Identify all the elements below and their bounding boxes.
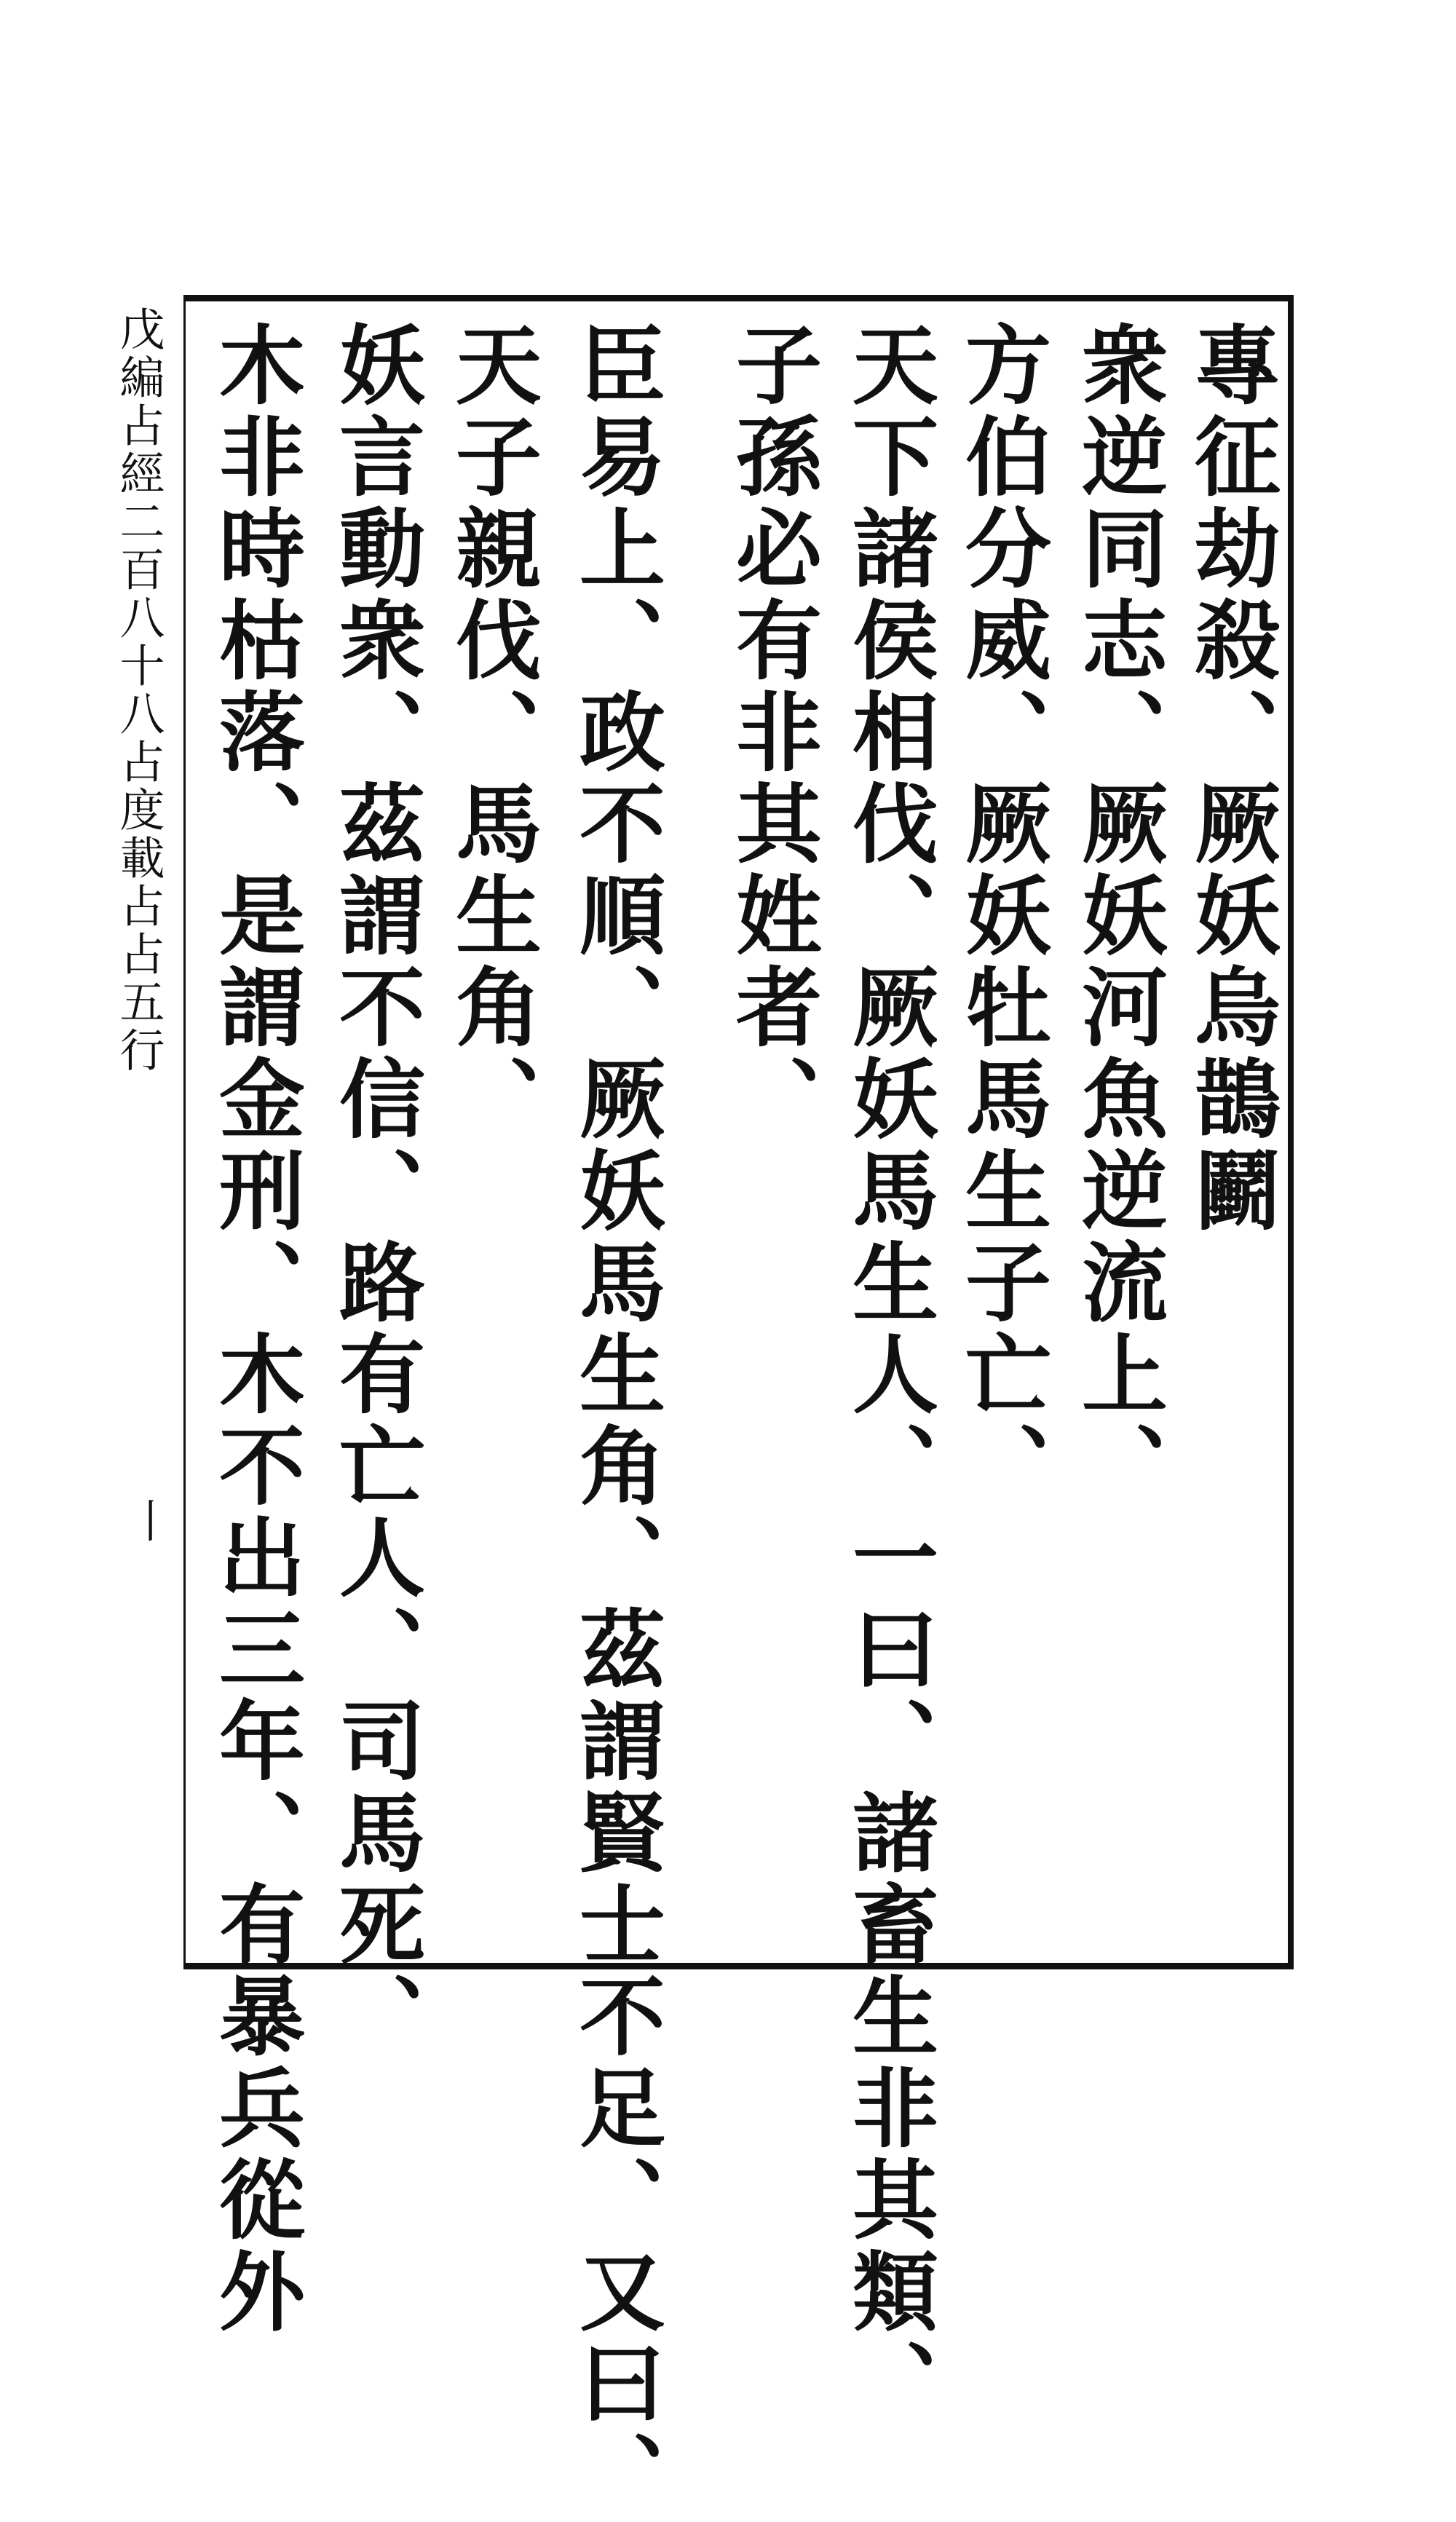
text-column-2: 衆逆同志、厥妖河魚逆流上、	[1067, 320, 1168, 1513]
text-column-1: 專征劫殺、厥妖烏鵲鬬	[1180, 320, 1281, 1238]
text-column-3: 方伯分威、厥妖牡馬生子亡、	[951, 320, 1052, 1513]
text-column-4: 天下諸侯相伐、厥妖馬生人、一曰、諸畜生非其類、	[838, 320, 939, 2430]
text-column-5: 子孫必有非其姓者、	[721, 320, 823, 1146]
text-column-8: 妖言動衆、茲謂不信、路有亡人、司馬死、	[325, 320, 426, 2063]
block-heart-margin-text: 戊編占經二百八十八占度載占占五行	[112, 306, 165, 1075]
folio-mark: 丨	[128, 1495, 174, 1548]
text-column-7: 天子親伐、馬生角、	[441, 320, 542, 1146]
text-column-6: 臣易上、政不順、厥妖馬生角、茲謂賢士不足、又曰、	[565, 320, 666, 2522]
text-column-9: 木非時枯落、是謂金刑、木不出三年、有暴兵從外	[205, 320, 306, 2339]
